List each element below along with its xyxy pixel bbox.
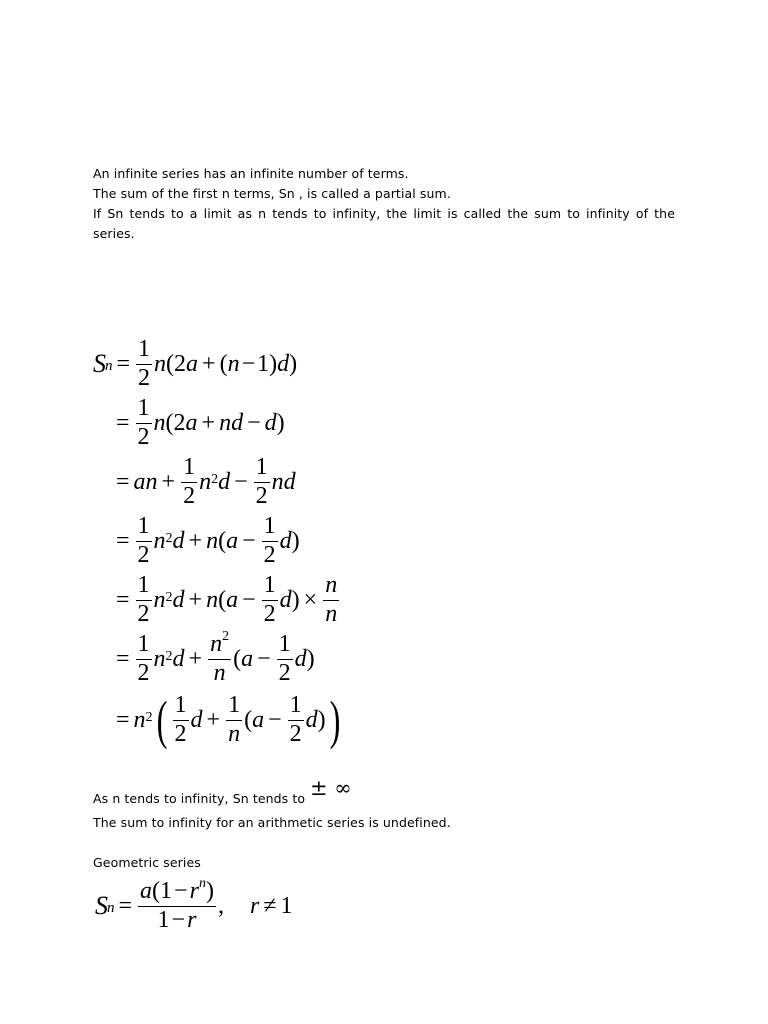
- plus-minus-infinity: ± ∞: [310, 776, 352, 800]
- limit-statement: As n tends to infinity, Sn tends to: [93, 791, 306, 806]
- derivation-line-1: S $_n$ = $\frac{1}{2}$ n (2 a + ( n − 1) d ): [93, 336, 298, 391]
- derivation-line-3: = an + $\frac{1}{2}$ n $^2$ d − $\frac{1}{2}$ nd: [116, 454, 296, 509]
- limit-conclusion: The sum to infinity for an arithmetic series is undefined.: [93, 815, 451, 830]
- derivation-line-4: = $\frac{1}{2}$ n $^2$ d + n ( a − $\frac{1}{2}$ d ): [116, 513, 300, 568]
- intro-line-3: If Sn tends to a limit as n tends to infinity, the limit is called the sum to infinity of the series.: [93, 206, 675, 241]
- derivation-line-2: = $\frac{1}{2}$ n (2 a + nd − d ): [116, 395, 285, 450]
- geometric-heading: Geometric series: [93, 855, 201, 870]
- arithmetic-sum-derivation: [93, 336, 413, 760]
- geometric-sum-formula: S $_n$ = $\frac{a(1-r^n)}{1-r}$ , r ≠ 1: [95, 876, 293, 933]
- intro-line-1: An infinite series has an infinite number of terms.: [93, 166, 409, 181]
- derivation-line-6: = $\frac{1}{2}$ n $^2$ d + $\frac{n^2}{n}$ ( a − $\frac{1}{2}$ d ): [116, 629, 315, 686]
- derivation-line-5: = $\frac{1}{2}$ n $^2$ d + n ( a − $\frac{1}{2}$ d ) × $\frac{n}{n}$: [116, 572, 338, 627]
- derivation-line-7: = n $^2$ ( $\frac{1}{2}$ d + $\frac{1}{n}$ ( a − $\frac{1}{2}$ d ) ): [116, 690, 341, 750]
- intro-line-2: The sum of the first n terms, Sn , is called a partial sum.: [93, 186, 451, 201]
